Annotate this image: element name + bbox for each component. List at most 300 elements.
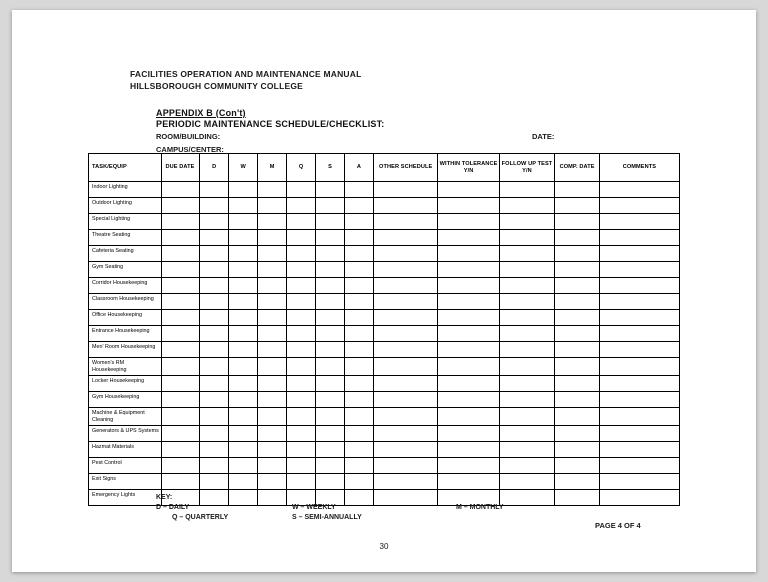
checklist-cell[interactable] (287, 294, 316, 310)
table-row (89, 310, 680, 326)
checklist-cell[interactable] (200, 442, 229, 458)
table-row (89, 278, 680, 294)
checklist-cell[interactable] (229, 182, 258, 198)
checklist-cell[interactable] (499, 442, 555, 458)
checklist-cell[interactable] (555, 214, 600, 230)
checklist-cell[interactable] (162, 408, 200, 426)
checklist-cell[interactable] (499, 182, 555, 198)
checklist-cell[interactable] (555, 294, 600, 310)
key-monthly: M – MONTHLY (456, 504, 504, 511)
checklist-cell[interactable] (499, 474, 555, 490)
document-subtitle: PERIODIC MAINTENANCE SCHEDULE/CHECKLIST: (156, 119, 385, 129)
checklist-cell[interactable] (200, 294, 229, 310)
checklist-cell[interactable] (200, 342, 229, 358)
checklist-cell[interactable] (162, 262, 200, 278)
checklist-cell[interactable] (373, 442, 438, 458)
table-row (89, 198, 680, 214)
checklist-cell[interactable] (499, 326, 555, 342)
table-row (89, 326, 680, 342)
checklist-cell[interactable] (555, 310, 600, 326)
checklist-cell[interactable] (599, 442, 679, 458)
checklist-cell[interactable] (499, 342, 555, 358)
checklist-cell[interactable] (438, 426, 499, 442)
checklist-cell[interactable] (344, 426, 373, 442)
table-header-row (89, 154, 680, 182)
header-line-1: FACILITIES OPERATION AND MAINTENANCE MANUAL (130, 69, 362, 79)
checklist-cell[interactable] (287, 408, 316, 426)
checklist-cell[interactable] (229, 326, 258, 342)
checklist-cell[interactable] (162, 376, 200, 392)
task-label: Office Housekeeping (89, 310, 162, 326)
checklist-cell[interactable] (258, 310, 287, 326)
checklist-cell[interactable] (287, 474, 316, 490)
task-label: Cafeteria Seating (89, 246, 162, 262)
checklist-cell[interactable] (499, 426, 555, 442)
checklist-cell[interactable] (229, 214, 258, 230)
checklist-cell[interactable] (373, 474, 438, 490)
checklist-cell[interactable] (373, 182, 438, 198)
checklist-cell[interactable] (599, 376, 679, 392)
checklist-cell[interactable] (316, 230, 345, 246)
checklist-cell[interactable] (344, 262, 373, 278)
checklist-cell[interactable] (373, 326, 438, 342)
task-label: Hazmat Materials (89, 442, 162, 458)
document-header (130, 68, 361, 92)
table-row (89, 426, 680, 442)
checklist-cell[interactable] (162, 326, 200, 342)
task-label: Pest Control (89, 458, 162, 474)
field-date: DATE: (532, 132, 555, 141)
checklist-cell[interactable] (438, 408, 499, 426)
task-label: Classroom Housekeeping (89, 294, 162, 310)
checklist-cell[interactable] (258, 326, 287, 342)
column-header-follow-up-test: FOLLOW UP TEST Y/N (499, 154, 555, 182)
checklist-cell[interactable] (316, 262, 345, 278)
checklist-cell[interactable] (162, 198, 200, 214)
task-label: Gym Seating (89, 262, 162, 278)
checklist-cell[interactable] (373, 294, 438, 310)
checklist-cell[interactable] (373, 458, 438, 474)
checklist-cell[interactable] (258, 230, 287, 246)
checklist-cell[interactable] (555, 230, 600, 246)
task-label: Outdoor Lighting (89, 198, 162, 214)
checklist-cell[interactable] (316, 342, 345, 358)
field-campus-center: CAMPUS/CENTER: (156, 145, 224, 154)
checklist-cell[interactable] (555, 278, 600, 294)
checklist-cell[interactable] (438, 182, 499, 198)
checklist-cell[interactable] (438, 342, 499, 358)
checklist-cell[interactable] (438, 310, 499, 326)
checklist-cell[interactable] (599, 392, 679, 408)
checklist-cell[interactable] (162, 214, 200, 230)
checklist-cell[interactable] (599, 358, 679, 376)
checklist-cell[interactable] (316, 294, 345, 310)
column-header-s: S (316, 154, 345, 182)
checklist-cell[interactable] (499, 214, 555, 230)
checklist-cell[interactable] (162, 474, 200, 490)
checklist-cell[interactable] (258, 426, 287, 442)
checklist-cell[interactable] (162, 230, 200, 246)
checklist-cell[interactable] (316, 358, 345, 376)
checklist-cell[interactable] (438, 358, 499, 376)
checklist-cell[interactable] (316, 214, 345, 230)
checklist-cell[interactable] (200, 358, 229, 376)
document-page (12, 10, 756, 572)
checklist-cell[interactable] (373, 342, 438, 358)
checklist-cell[interactable] (316, 326, 345, 342)
checklist-cell[interactable] (344, 214, 373, 230)
task-label: Indoor Lighting (89, 182, 162, 198)
checklist-cell[interactable] (499, 358, 555, 376)
checklist-cell[interactable] (287, 278, 316, 294)
checklist-cell[interactable] (373, 376, 438, 392)
checklist-cell[interactable] (373, 214, 438, 230)
checklist-cell[interactable] (499, 230, 555, 246)
checklist-cell[interactable] (287, 214, 316, 230)
checklist-cell[interactable] (438, 246, 499, 262)
key-quarterly: Q – QUARTERLY (172, 514, 229, 521)
checklist-cell[interactable] (555, 326, 600, 342)
checklist-cell[interactable] (599, 474, 679, 490)
checklist-cell[interactable] (229, 246, 258, 262)
checklist-cell[interactable] (599, 326, 679, 342)
checklist-cell[interactable] (229, 294, 258, 310)
checklist-cell[interactable] (258, 358, 287, 376)
checklist-cell[interactable] (258, 474, 287, 490)
task-label: Generators & UPS Systems (89, 426, 162, 442)
checklist-cell[interactable] (373, 230, 438, 246)
checklist-cell[interactable] (200, 392, 229, 408)
table-row (89, 230, 680, 246)
checklist-cell[interactable] (599, 230, 679, 246)
checklist-cell[interactable] (344, 442, 373, 458)
column-header-a: A (344, 154, 373, 182)
checklist-cell[interactable] (344, 182, 373, 198)
table-body (89, 182, 680, 506)
checklist-cell[interactable] (555, 426, 600, 442)
key-title: KEY: (156, 494, 173, 501)
task-label: Gym Housekeeping (89, 392, 162, 408)
checklist-cell[interactable] (316, 310, 345, 326)
checklist-cell[interactable] (229, 198, 258, 214)
checklist-cell[interactable] (344, 358, 373, 376)
checklist-cell[interactable] (438, 458, 499, 474)
checklist-cell[interactable] (162, 426, 200, 442)
checklist-cell[interactable] (555, 246, 600, 262)
checklist-cell[interactable] (258, 214, 287, 230)
checklist-cell[interactable] (200, 326, 229, 342)
checklist-cell[interactable] (373, 262, 438, 278)
checklist-cell[interactable] (555, 342, 600, 358)
checklist-cell[interactable] (287, 182, 316, 198)
table-row (89, 458, 680, 474)
task-label: Special Lighting (89, 214, 162, 230)
checklist-cell[interactable] (162, 358, 200, 376)
checklist-cell[interactable] (373, 198, 438, 214)
checklist-cell[interactable] (499, 278, 555, 294)
checklist-cell[interactable] (229, 310, 258, 326)
table-row (89, 376, 680, 392)
checklist-cell[interactable] (258, 442, 287, 458)
checklist-cell[interactable] (344, 392, 373, 408)
checklist-cell[interactable] (344, 376, 373, 392)
checklist-cell[interactable] (287, 230, 316, 246)
checklist-cell[interactable] (162, 278, 200, 294)
column-header-within-tolerance: WITHIN TOLERANCE Y/N (438, 154, 499, 182)
task-label: Exit Signs (89, 474, 162, 490)
checklist-cell[interactable] (555, 408, 600, 426)
checklist-cell[interactable] (499, 294, 555, 310)
checklist-cell[interactable] (344, 310, 373, 326)
key-row-1 (156, 503, 616, 513)
checklist-cell[interactable] (555, 358, 600, 376)
table-row (89, 408, 680, 426)
checklist-cell[interactable] (316, 474, 345, 490)
table-row (89, 246, 680, 262)
checklist-cell[interactable] (373, 408, 438, 426)
checklist-cell[interactable] (258, 392, 287, 408)
checklist-cell[interactable] (258, 458, 287, 474)
column-header-d: D (200, 154, 229, 182)
checklist-cell[interactable] (258, 198, 287, 214)
checklist-cell[interactable] (200, 408, 229, 426)
checklist-cell[interactable] (229, 278, 258, 294)
checklist-cell[interactable] (344, 294, 373, 310)
checklist-cell[interactable] (229, 392, 258, 408)
checklist-cell[interactable] (438, 198, 499, 214)
checklist-cell[interactable] (316, 392, 345, 408)
checklist-cell[interactable] (287, 426, 316, 442)
column-header-w: W (229, 154, 258, 182)
checklist-cell[interactable] (555, 442, 600, 458)
checklist-cell[interactable] (438, 294, 499, 310)
checklist-cell[interactable] (344, 458, 373, 474)
checklist-cell[interactable] (316, 408, 345, 426)
checklist-cell[interactable] (316, 246, 345, 262)
table-row (89, 294, 680, 310)
checklist-cell[interactable] (555, 198, 600, 214)
checklist-cell[interactable] (258, 182, 287, 198)
checklist-cell[interactable] (258, 376, 287, 392)
checklist-cell[interactable] (200, 182, 229, 198)
checklist-cell[interactable] (438, 326, 499, 342)
checklist-cell[interactable] (287, 246, 316, 262)
checklist-cell[interactable] (229, 458, 258, 474)
checklist-cell[interactable] (287, 358, 316, 376)
checklist-cell[interactable] (162, 294, 200, 310)
checklist-cell[interactable] (316, 278, 345, 294)
key-semi-annually: S – SEMI-ANNUALLY (292, 514, 362, 521)
maintenance-checklist-table (88, 153, 680, 506)
checklist-cell[interactable] (258, 294, 287, 310)
table-row (89, 392, 680, 408)
checklist-cell[interactable] (438, 278, 499, 294)
checklist-cell[interactable] (200, 198, 229, 214)
checklist-cell[interactable] (200, 230, 229, 246)
checklist-cell[interactable] (344, 278, 373, 294)
checklist-cell[interactable] (599, 278, 679, 294)
checklist-cell[interactable] (499, 392, 555, 408)
key-legend (156, 493, 616, 523)
column-header-q: Q (287, 154, 316, 182)
column-header-comments: COMMENTS (599, 154, 679, 182)
checklist-cell[interactable] (316, 442, 345, 458)
checklist-cell[interactable] (229, 262, 258, 278)
checklist-cell[interactable] (316, 182, 345, 198)
checklist-cell[interactable] (499, 408, 555, 426)
checklist-cell[interactable] (200, 426, 229, 442)
task-label: Machine & Equipment Cleaning (89, 408, 162, 426)
checklist-cell[interactable] (287, 392, 316, 408)
checklist-cell[interactable] (258, 408, 287, 426)
task-label: Emergency Lights (89, 490, 162, 506)
checklist-cell[interactable] (599, 342, 679, 358)
checklist-cell[interactable] (438, 214, 499, 230)
checklist-cell[interactable] (344, 342, 373, 358)
checklist-cell[interactable] (373, 392, 438, 408)
checklist-cell[interactable] (162, 442, 200, 458)
appendix-title-text: APPENDIX B (Con't) (156, 108, 246, 118)
checklist-cell[interactable] (599, 408, 679, 426)
checklist-cell[interactable] (287, 342, 316, 358)
checklist-cell[interactable] (287, 458, 316, 474)
checklist-cell[interactable] (499, 246, 555, 262)
checklist-cell[interactable] (499, 376, 555, 392)
checklist-cell[interactable] (599, 198, 679, 214)
checklist-cell[interactable] (316, 458, 345, 474)
checklist-cell[interactable] (499, 310, 555, 326)
checklist-cell[interactable] (229, 342, 258, 358)
header-line-2: HILLSBOROUGH COMMUNITY COLLEGE (130, 81, 304, 91)
checklist-cell[interactable] (373, 310, 438, 326)
checklist-cell[interactable] (200, 310, 229, 326)
checklist-cell[interactable] (499, 198, 555, 214)
column-header-due-date: DUE DATE (162, 154, 200, 182)
checklist-cell[interactable] (344, 408, 373, 426)
page-number: 30 (379, 542, 389, 551)
checklist-cell[interactable] (555, 262, 600, 278)
checklist-cell[interactable] (316, 198, 345, 214)
checklist-cell[interactable] (599, 458, 679, 474)
checklist-cell[interactable] (258, 246, 287, 262)
appendix-title (156, 108, 246, 118)
checklist-cell[interactable] (200, 474, 229, 490)
checklist-cell[interactable] (555, 458, 600, 474)
checklist-cell[interactable] (373, 278, 438, 294)
checklist-cell[interactable] (499, 458, 555, 474)
checklist-cell[interactable] (344, 198, 373, 214)
checklist-cell[interactable] (200, 214, 229, 230)
checklist-cell[interactable] (344, 246, 373, 262)
table-row (89, 214, 680, 230)
checklist-cell[interactable] (200, 376, 229, 392)
document-page-shadow (12, 10, 756, 572)
checklist-cell[interactable] (200, 458, 229, 474)
key-row-2 (156, 513, 616, 523)
table-row (89, 358, 680, 376)
checklist-cell[interactable] (162, 310, 200, 326)
checklist-cell[interactable] (344, 230, 373, 246)
checklist-cell[interactable] (287, 198, 316, 214)
checklist-cell[interactable] (599, 262, 679, 278)
checklist-cell[interactable] (229, 230, 258, 246)
page-of-label: PAGE 4 OF 4 (595, 521, 641, 530)
checklist-cell[interactable] (162, 458, 200, 474)
checklist-cell[interactable] (162, 246, 200, 262)
checklist-cell[interactable] (599, 294, 679, 310)
checklist-cell[interactable] (599, 310, 679, 326)
table-row (89, 474, 680, 490)
task-label: Corridor Housekeeping (89, 278, 162, 294)
table-row (89, 262, 680, 278)
checklist-cell[interactable] (599, 214, 679, 230)
task-label: Women's RM Housekeeping (89, 358, 162, 376)
checklist-cell[interactable] (373, 426, 438, 442)
checklist-cell[interactable] (555, 376, 600, 392)
checklist-cell[interactable] (162, 342, 200, 358)
checklist-cell[interactable] (258, 262, 287, 278)
checklist-cell[interactable] (344, 326, 373, 342)
checklist-cell[interactable] (229, 442, 258, 458)
checklist-cell[interactable] (316, 376, 345, 392)
checklist-cell[interactable] (229, 376, 258, 392)
checklist-cell[interactable] (258, 342, 287, 358)
checklist-cell[interactable] (287, 376, 316, 392)
checklist-cell[interactable] (200, 278, 229, 294)
checklist-cell[interactable] (287, 442, 316, 458)
checklist-cell[interactable] (287, 310, 316, 326)
checklist-cell[interactable] (258, 278, 287, 294)
column-header-comp-date: COMP. DATE (555, 154, 600, 182)
checklist-cell[interactable] (599, 182, 679, 198)
checklist-cell[interactable] (316, 426, 345, 442)
checklist-cell[interactable] (438, 442, 499, 458)
checklist-cell[interactable] (555, 474, 600, 490)
checklist-cell[interactable] (438, 376, 499, 392)
checklist-cell[interactable] (599, 246, 679, 262)
checklist-cell[interactable] (555, 182, 600, 198)
checklist-cell[interactable] (438, 230, 499, 246)
checklist-cell[interactable] (287, 262, 316, 278)
table-row (89, 342, 680, 358)
checklist-cell[interactable] (438, 392, 499, 408)
column-header-task: TASK/EQUIP (89, 154, 162, 182)
checklist-cell[interactable] (200, 262, 229, 278)
checklist-cell[interactable] (555, 392, 600, 408)
checklist-cell[interactable] (229, 358, 258, 376)
key-daily: D – DAILY (156, 504, 190, 511)
checklist-cell[interactable] (373, 358, 438, 376)
checklist-cell[interactable] (229, 408, 258, 426)
checklist-cell[interactable] (162, 182, 200, 198)
checklist-cell[interactable] (229, 426, 258, 442)
key-weekly: W – WEEKLY (292, 504, 336, 511)
checklist-cell[interactable] (438, 262, 499, 278)
checklist-cell[interactable] (200, 246, 229, 262)
column-header-other-schedule: OTHER SCHEDULE (373, 154, 438, 182)
checklist-cell[interactable] (162, 392, 200, 408)
checklist-cell[interactable] (287, 326, 316, 342)
task-label: Theatre Seating (89, 230, 162, 246)
checklist-cell[interactable] (229, 474, 258, 490)
checklist-cell[interactable] (599, 426, 679, 442)
checklist-cell[interactable] (499, 262, 555, 278)
checklist-cell[interactable] (373, 246, 438, 262)
checklist-cell[interactable] (438, 474, 499, 490)
table-row (89, 442, 680, 458)
checklist-cell[interactable] (344, 474, 373, 490)
field-room-building: ROOM/BUILDING: (156, 132, 221, 141)
